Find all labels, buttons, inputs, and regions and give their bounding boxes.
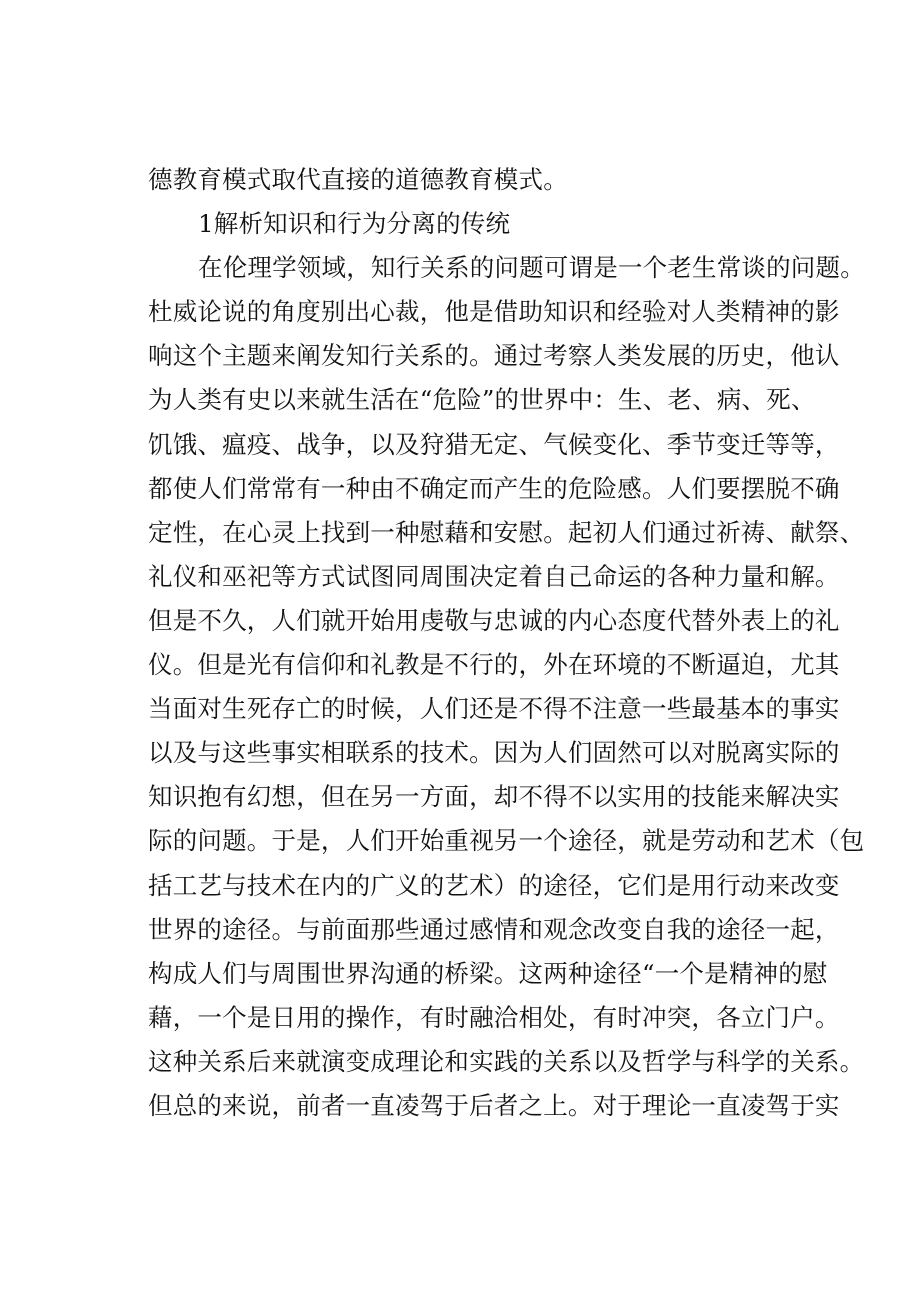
text-line: 这种关系后来就演变成理论和实践的关系以及哲学与科学的关系。 [148, 1046, 865, 1076]
text-line: 为人类有史以来就生活在“危险”的世界中：生、老、病、死、 [148, 385, 816, 415]
text-line: 饥饿、瘟疫、战争，以及狩猎无定、气候变化、季节变迁等等， [148, 429, 840, 459]
text-line: 在伦理学领域，知行关系的问题可谓是一个老生常谈的问题。 [198, 253, 865, 283]
text-line: 际的问题。于是，人们开始重视另一个途径，就是劳动和艺术（包 [148, 826, 865, 856]
text-line: 定性，在心灵上找到一种慰藉和安慰。起初人们通过祈祷、献祭、 [148, 517, 865, 547]
text-line: 礼仪和巫祀等方式试图同周围决定着自己命运的各种力量和解。 [148, 561, 840, 591]
text-line: 括工艺与技术在内的广义的艺术）的途径，它们是用行动来改变 [148, 870, 840, 900]
text-line: 德教育模式取代直接的道德教育模式。 [148, 165, 568, 194]
text-line: 都使人们常常有一种由不确定而产生的危险感。人们要摆脱不确 [148, 473, 840, 503]
text-line: 仪。但是光有信仰和礼教是不行的，外在环境的不断逼迫，尤其 [148, 650, 840, 680]
text-line: 杜威论说的角度别出心裁，他是借助知识和经验对人类精神的影 [148, 297, 840, 327]
text-line: 但总的来说，前者一直凌驾于后者之上。对于理论一直凌驾于实 [148, 1090, 840, 1120]
text-line: 响这个主题来阐发知行关系的。通过考察人类发展的历史，他认 [148, 341, 840, 371]
text-line: 世界的途径。与前面那些通过感情和观念改变自我的途径一起， [148, 914, 840, 944]
text-line: 藉，一个是日用的操作，有时融洽相处，有时冲突，各立门户。 [148, 1002, 840, 1032]
text-line: 以及与这些事实相联系的技术。因为人们固然可以对脱离实际的 [148, 738, 840, 768]
text-line: 构成人们与周围世界沟通的桥梁。这两种途径“一个是精神的慰 [148, 958, 828, 988]
text-line: 当面对生死存亡的时候，人们还是不得不注意一些最基本的事实 [148, 694, 840, 724]
text-line: 知识抱有幻想，但在另一方面，却不得不以实用的技能来解决实 [148, 782, 840, 812]
text-line: 但是不久，人们就开始用虔敬与忠诚的内心态度代替外表上的礼 [148, 605, 840, 635]
body-text [148, 158, 865, 1128]
section-heading: 1解析知识和行为分离的传统 [198, 209, 511, 239]
